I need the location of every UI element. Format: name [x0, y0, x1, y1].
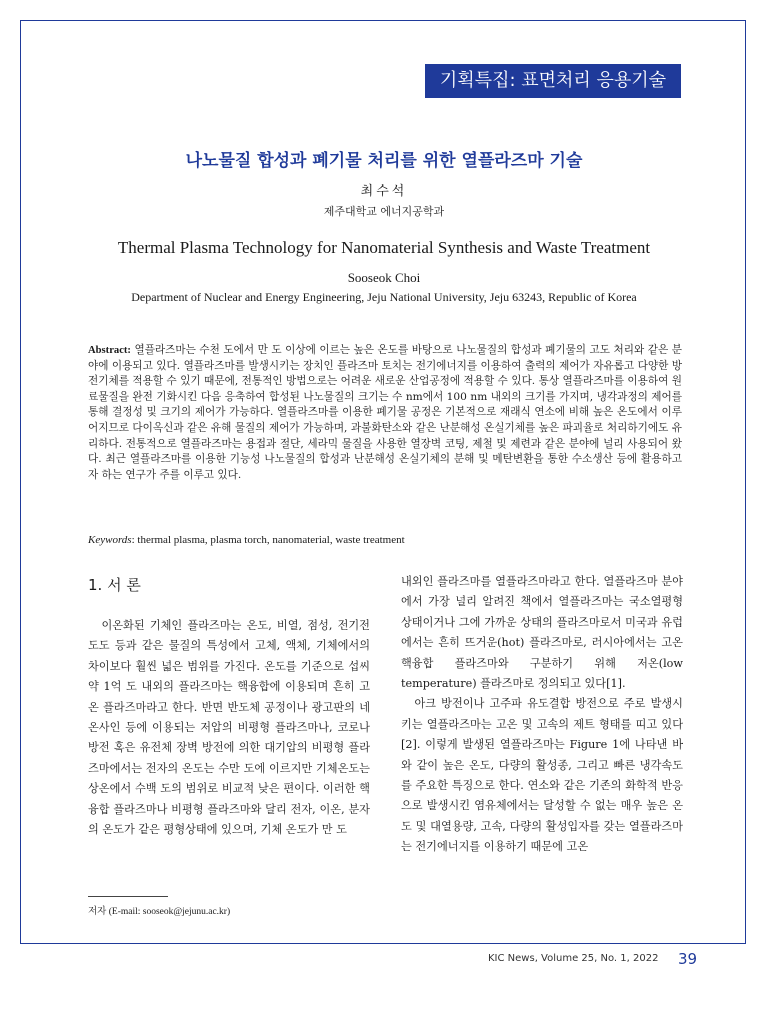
author-korean: 최수석	[360, 184, 408, 199]
footnote-divider	[88, 896, 168, 897]
author-email-footnote: 저자 (E-mail: sooseok@jejunu.ac.kr)	[88, 907, 231, 917]
keywords	[88, 534, 682, 546]
keywords-label: Keywords	[88, 534, 132, 546]
author-english: Sooseok Choi	[347, 270, 421, 285]
keywords-text: : thermal plasma, plasma torch, nanomaterial, waste treatment	[131, 534, 405, 546]
page-number: 39	[678, 950, 698, 968]
body-paragraph: 아크 방전이나 고주파 유도결합 방전으로 주로 발생시키는 열플라즈마는 고온 및 고속의 제트 형태를 띠고 있다[2]. 이렇게 발생된 열플라즈마는 Figure 1에 나타낸 바와 같이 높은 온도, 다량의 활성종, 그리고 빠른 냉각속도를 주요한 특징으로 한다. 연소와 같은 기존의 화학적 반응으로 발생시킨 염유체에서는 달성할 수 없는 매우 높은 온도 및 대열용량, 고속, 다량의 활성입자를 갖는 열플라즈마는 전기에너지를 이용하기 때문에 고온	[401, 697, 683, 854]
affiliation-korean: 제주대학교 에너지공학과	[323, 205, 445, 218]
title-english: Thermal Plasma Technology for Nanomaterial Synthesis and Waste Treatment	[117, 238, 651, 257]
body-paragraph: 내외인 플라즈마를 열플라즈마라고 한다. 열플라즈마 분야에서 가장 널리 알려진 책에서 열플라즈마는 국소열평형 상태이거나 그에 가까운 상태의 플라즈마로서 미국과 유럽에서는 흔히 뜨거운(hot) 플라즈마로, 러시아에서는 고온 핵융합 플라즈마와 구분하기 위해 저온(low temperature) 플라즈마로 정의되고 있다[1].	[401, 575, 683, 691]
affiliation-english: Department of Nuclear and Energy Engineering, Jeju National University, Jeju 63243, Republic of Korea	[131, 290, 637, 304]
abstract	[88, 343, 682, 483]
body-right-column	[401, 572, 683, 858]
body-left-column: 이온화된 기체인 플라즈마는 온도, 비열, 점성, 전기전도도 등과 같은 물질의 특성에서 고체, 액체, 기체에서의 차이보다 훨씬 넓은 범위를 가진다. 온도를 기준으로 섭씨 약 1억 도 내외의 플라즈마는 핵융합에 이용되며 흔히 고온 플라즈마라고 한다. 반면 반도체 공정이나 광고판의 네온사인 등에 이용되는 저압의 비평형 플라즈마나, 코로나 방전 혹은 유전체 장벽 방전에 의한 대기압의 비평형 플라즈마에서는 전자의 온도는 수만 도에 이르지만 기체온도는 상온에서 수백 도의 범위로 비교적 낮은 편이다. 이러한 핵융합 플라즈마나 비평형 플라즈마와 달리 전자, 이온, 분자의 온도가 같은 평형상태에 있으며, 기체 온도가 만 도	[88, 619, 370, 837]
section-heading: 1. 서 론	[88, 576, 141, 594]
section-banner: 기획특집: 표면처리 응용기술	[425, 64, 681, 98]
journal-footer: KIC News, Volume 25, No. 1, 2022	[488, 953, 659, 964]
abstract-text: 열플라즈마는 수천 도에서 만 도 이상에 이르는 높은 온도를 바탕으로 나노물질의 합성과 폐기물의 고도 처리와 같은 분야에 이용되고 있다. 열플라즈마를 발생시키는 장치인 플라즈마 토치는 전기에너지를 이용하여 출력의 제어가 자유롭고 다양한 방전기체를 적용할 수 있기 때문에, 전통적인 방법으로는 어려운 새로운 산업공정에 적용할 수 있다. 통상 열플라즈마를 이용하여 원료물질을 완전 기화시킨 다음 응축하여 합성된 나노물질의 크기는 수 nm에서 100 nm 내외의 크기를 가지며, 냉각과정의 제어를 통해 결정성 및 크기의 제어가 가능하다. 열플라즈마를 이용한 폐기물 공정은 기본적으로 재래식 연소에 비해 높은 온도에서 이루어지므로 다이옥신과 같은 유해 물질의 제어가 가능하며, 과불화탄소와 같은 난분해성 온실기체를 높은 파괴율로 처리하기에도 유리하다. 전통적으로 열플라즈마는 용접과 절단, 세라믹 물질을 사용한 열장벽 코팅, 제철 및 제련과 같은 분야에 널리 사용되어 왔다. 최근 열플라즈마를 이용한 기능성 나노물질의 합성과 난분해성 온실기체의 분해 및 메탄변환을 통한 수소생산 등에 활용하고자 하는 연구가 주를 이루고 있다.	[88, 344, 682, 481]
abstract-label: Abstract:	[88, 345, 131, 356]
title-korean: 나노물질 합성과 폐기물 처리를 위한 열플라즈마 기술	[185, 151, 583, 171]
